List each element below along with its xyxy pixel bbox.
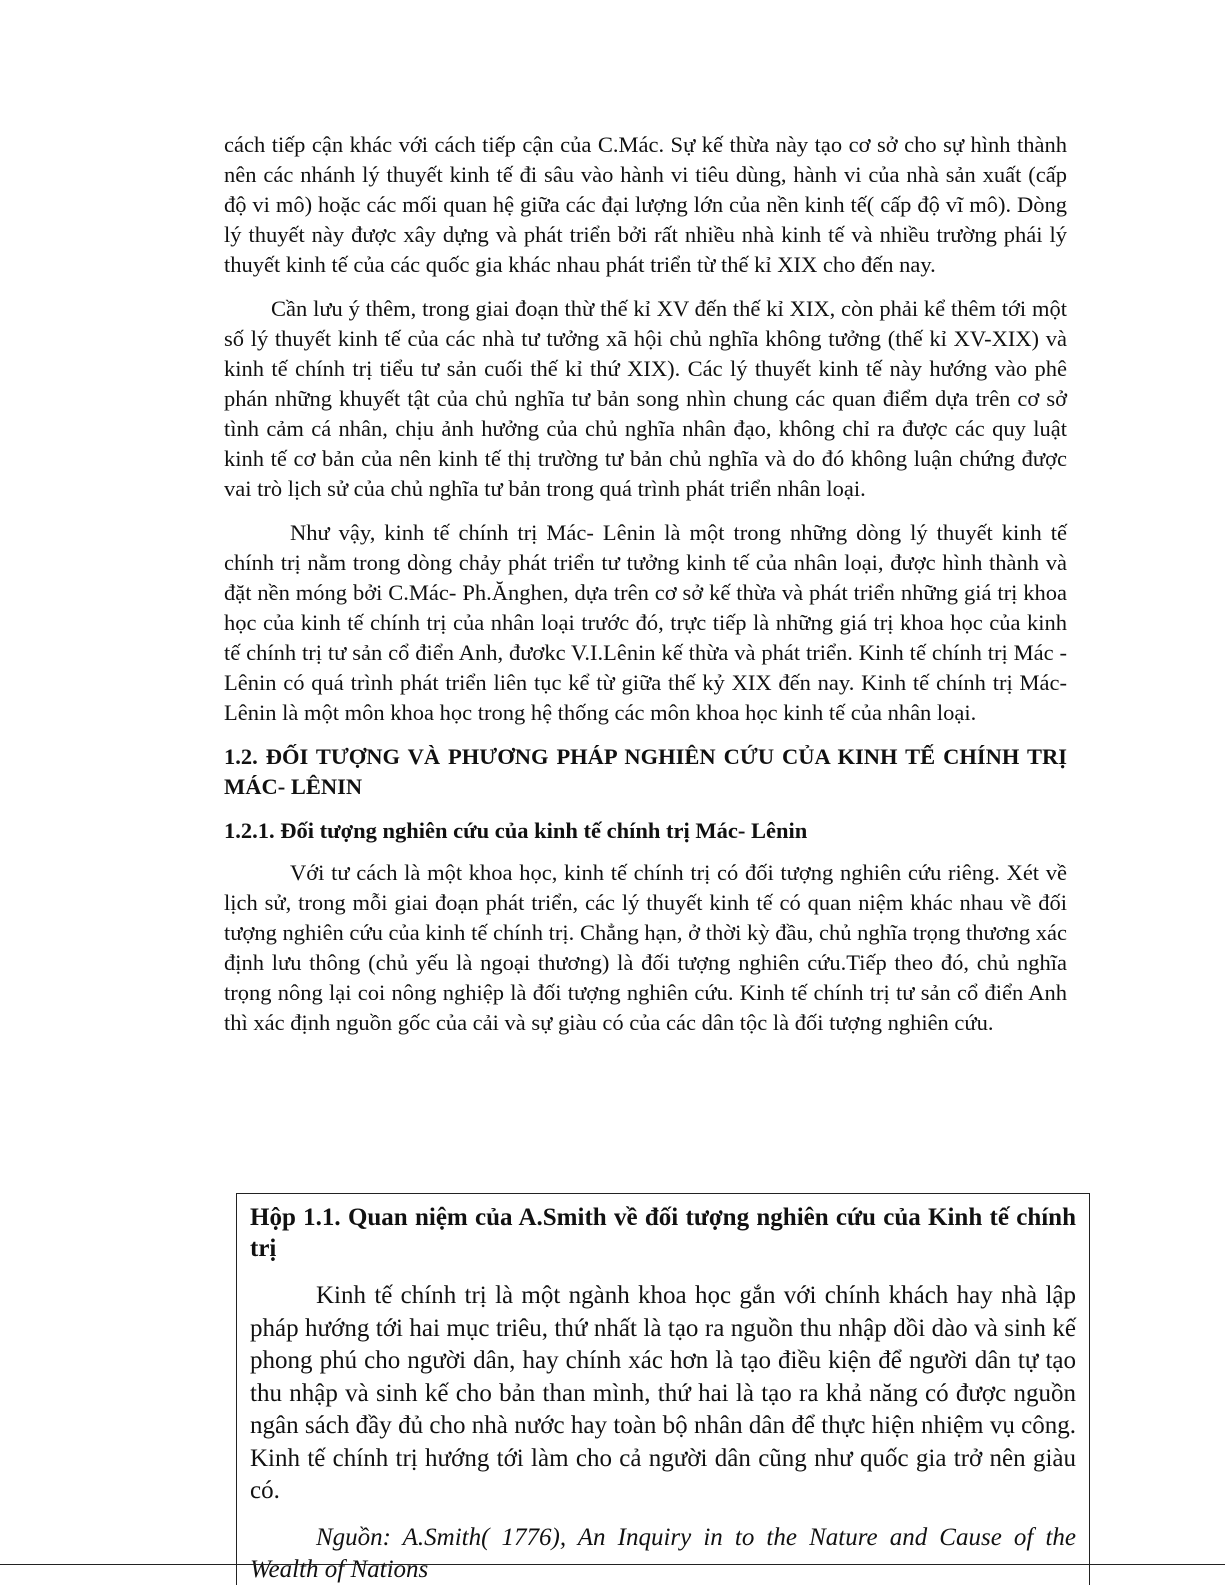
info-box [236, 1193, 1090, 1585]
box-source: Nguồn: A.Smith( 1776), An Inquiry in to the Nature and Cause of the Wealth of Nations [250, 1523, 1076, 1583]
subsection-heading [224, 816, 1067, 846]
page-bottom-rule [0, 1564, 1225, 1565]
page-content [224, 130, 1067, 1052]
subsection-title: . Đối tượng nghiên cứu của kinh tế chính trị Mác- Lênin [269, 818, 808, 843]
paragraph-2: Cần lưu ý thêm, trong giai đoạn thừ thế kỉ XV đến thế kỉ XIX, còn phải kể thêm tới một số lý thuyết kinh tế của các nhà tư tưởng xã hội chủ nghĩa không tưởng (thế kỉ XV-XIX) và kinh tế chính trị tiểu tư sản cuối thế kỉ thứ XIX). Các lý thuyết kinh tế này hướng vào phê phán những khuyết tật của chủ nghĩa tư bản song nhìn chung các quan điểm dựa trên cơ sở tình cảm cá nhân, chịu ảnh hưởng của chủ nghĩa nhân đạo, không chỉ ra được các quy luật kinh tế cơ bản của nên kinh tế thị trường tư bản chủ nghĩa và do đó không luận chứng được vai trò lịch sử của chủ nghĩa tư bản trong quá trình phát triển nhân loại. [224, 296, 1067, 501]
subsection-number: 1.2.1 [224, 818, 269, 843]
section-heading: 1.2. ĐỐI TƯỢNG VÀ PHƯƠNG PHÁP NGHIÊN CỨU CỦA KINH TẾ CHÍNH TRỊ MÁC- LÊNIN [224, 744, 1067, 799]
paragraph-3: Như vậy, kinh tế chính trị Mác- Lênin là một trong những dòng lý thuyết kinh tế chính trị nằm trong dòng chảy phát triển tư tưởng kinh tế của nhân loại, được hình thành và đặt nền móng bởi C.Mác- Ph.Ănghen, dựa trên cơ sở kế thừa và phát triển những giá trị khoa học của kinh tế chính trị của nhân loại trước đó, trực tiếp là những giá trị khoa học của kinh tế chính trị tư sản cổ điển Anh, đươkc V.I.Lênin kế thừa và phát triển. Kinh tế chính trị Mác - Lênin có quá trình phát triển liên tục kể từ giữa thế kỷ XIX đến nay. Kinh tế chính trị Mác- Lênin là một môn khoa học trong hệ thống các môn khoa học kinh tế của nhân loại. [224, 520, 1067, 725]
box-title: Hộp 1.1. Quan niệm của A.Smith về đối tượng nghiên cứu của Kinh tế chính trị [250, 1204, 1076, 1262]
paragraph-1: cách tiếp cận khác với cách tiếp cận của C.Mác. Sự kế thừa này tạo cơ sở cho sự hình thành nên các nhánh lý thuyết kinh tế đi sâu vào hành vi tiêu dùng, hành vi của nhà sản xuất (cấp độ vi mô) hoặc các mối quan hệ giữa các đại lượng lớn của nền kinh tế( cấp độ vĩ mô). Dòng lý thuyết này được xây dựng và phát triển bởi rất nhiều nhà kinh tế và nhiều trường phái lý thuyết kinh tế của các quốc gia khác nhau phát triển từ thế kỉ XIX cho đến nay. [224, 132, 1067, 277]
box-text: Kinh tế chính trị là một ngành khoa học gắn với chính khách hay nhà lập pháp hướng tới hai mục triêu, thứ nhất là tạo ra nguồn thu nhập dồi dào và sinh kế phong phú cho người dân, hay chính xác hơn là tạo điều kiện để người dân tự tạo thu nhập và sinh kế cho bản than mình, thứ hai là tạo ra khả năng có được nguồn ngân sách đầy đủ cho nhà nước hay toàn bộ nhân dân để thực hiện nhiệm vụ công. Kinh tế chính trị hướng tới làm cho cả người dân cũng như quốc gia trở nên giàu có. [250, 1282, 1076, 1504]
subsection-paragraph: Với tư cách là một khoa học, kinh tế chính trị có đối tượng nghiên cứu riêng. Xét về lịch sử, trong mỗi giai đoạn phát triển, các lý thuyết kinh tế có quan niệm khác nhau về đối tượng nghiên cứu của kinh tế chính trị. Chẳng hạn, ở thời kỳ đầu, chủ nghĩa trọng thương xác định lưu thông (chủ yếu là ngoại thương) là đối tượng nghiên cứu.Tiếp theo đó, chủ nghĩa trọng nông lại coi nông nghiệp là đối tượng nghiên cứu. Kinh tế chính trị tư sản cổ điển Anh thì xác định nguồn gốc của cải và sự giàu có của các dân tộc là đối tượng nghiên cứu. [224, 860, 1067, 1035]
